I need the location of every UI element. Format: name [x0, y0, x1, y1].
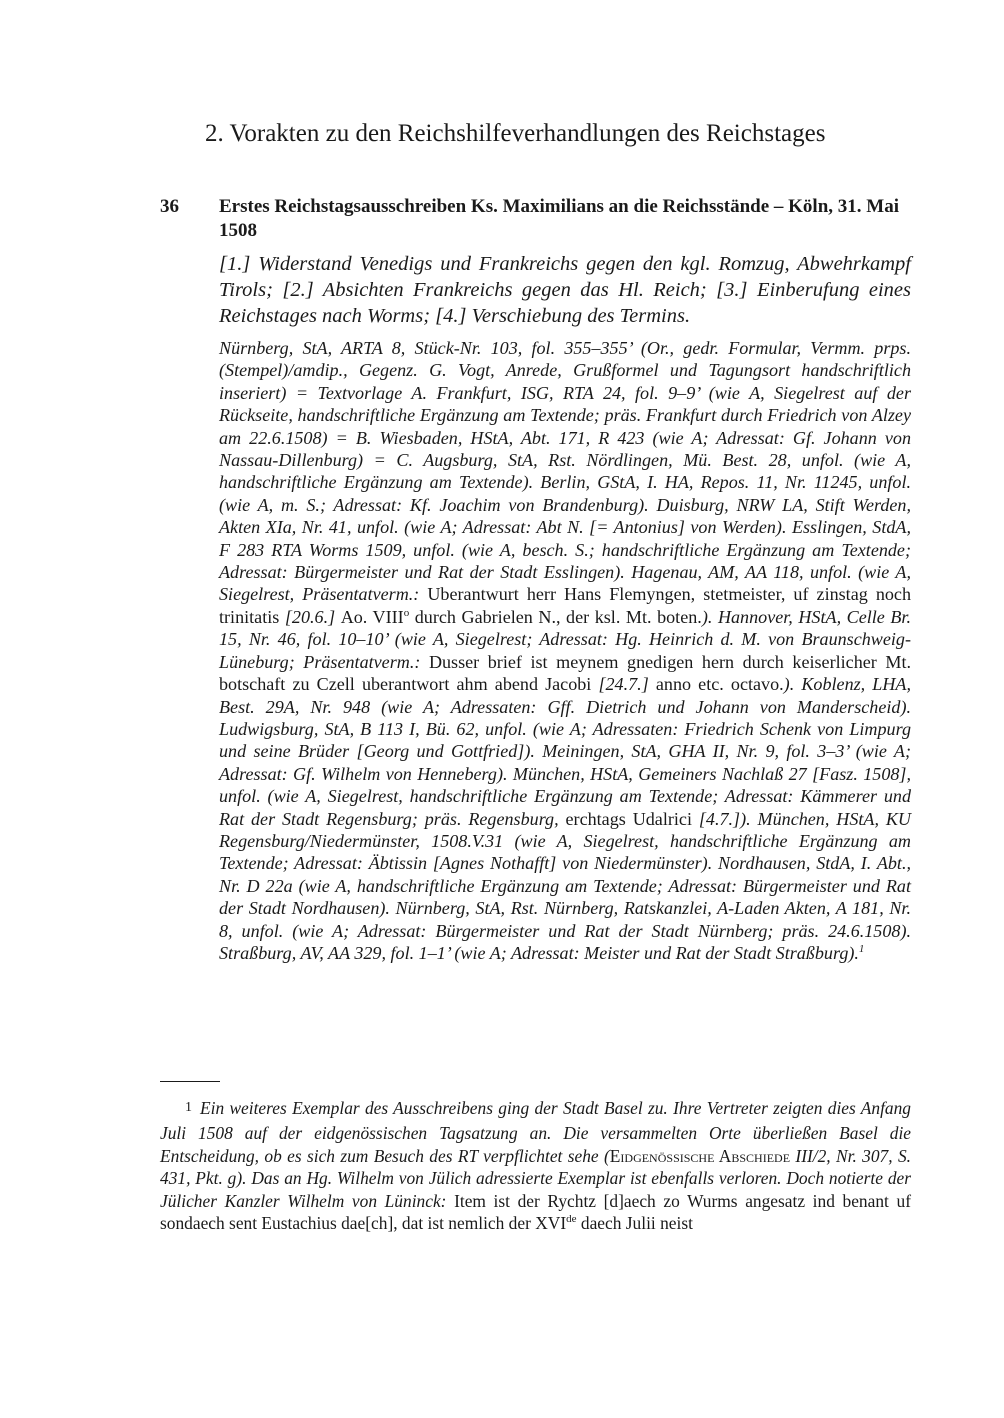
source-date: [24.7.] [598, 674, 649, 695]
footnote-reference[interactable]: 1 [858, 942, 865, 955]
document-number: 36 [160, 196, 179, 217]
superscript: o [403, 606, 410, 619]
source-quote: durch Gabrielen N., der ksl. Mt. boten. [409, 606, 702, 627]
footnote-citation: Eidgenössische Abschiede [609, 1145, 791, 1166]
source-apparatus [219, 337, 911, 964]
source-text: ). Koblenz, LHA, Best. 29A, Nr. 948 (wie A; Adressaten: Gff. Dietrich und Johann von Manderscheid). Ludwigsburg, StA, B 113 I, Bü. 62, unfol. (wie A; Adressaten: Friedrich Schenk von Limpurg und seine Brüder [Georg und Gottfried]). Meiningen, StA, GHA II, Nr. 9, fol. 3–3’ (wie A; Adressat: Gf. Wilhelm von Henneberg). München, HStA, Gemeiners Nachlaß 27 [Fasz. 1508], unfol. (wie A, Siegelrest, handschriftliche Ergänzung am Textende; Adressat: Kämmerer und Rat der Stadt Regensburg; präs. Regensburg, [219, 674, 912, 829]
source-quote: Uberantwurt herr Hans Flemyngen, stetmeister, uf zinstag noch trinitatis [219, 584, 911, 627]
document-title: Erstes Reichstagsausschreiben Ks. Maximilians an die Reichsstände – Köln, 31. Mai 1508 [219, 196, 899, 241]
source-quote: anno etc. octavo. [648, 674, 784, 695]
source-quote: erchtags Udalrici [558, 808, 699, 829]
footnote-mark: 1 [185, 1100, 192, 1115]
source-text: ). München, HStA, KU Regensburg/Niedermünster, 1508.V.31 (wie A, Siegelrest, handschriftliche Ergänzung am Textende; Adressat: Äbtissin [Agnes Nothafft] von Niedermünster). Nordhausen, StdA, I. Abt., Nr. D 22a (wie A, handschriftliche Ergänzung am Textende; Adressat: Bürgermeister und Rat der Stadt Nordhausen). Nürnberg, StA, Rst. Nürnberg, Ratskanzlei, A-Laden Akten, A 181, Nr. 8, unfol. (wie A; Adressat: Bürgermeister und Rat der Stadt Nürnberg; präs. 24.6.1508). Straßburg, AV, AA 329, fol. 1–1’ (wie A; Adressat: Meister und Rat der Stadt Straßburg). [219, 808, 911, 963]
footnote-quote: Item ist der Rychtz [d]aech zo Wurms angesatz ind benant uf sondaech sent Eustachius dae[ch], dat ist nemlich der XVI [160, 1190, 911, 1234]
source-date: [20.6.] [284, 606, 341, 627]
document-regest: [1.] Widerstand Venedigs und Frankreichs gegen den kgl. Romzug, Abwehrkampf Tirols; [2.] Absichten Frankreichs gegen das Hl. Reich; [3.] Einberufung eines Reichstages nach Worms; [4.] Verschiebung des Termins. [219, 253, 911, 327]
source-date: [4.7.] [698, 808, 741, 829]
footnote-text: Ein weiteres Exemplar des Ausschreibens ging der Stadt Basel zu. Ihre Vertreter zeigten dies Anfang Juli 1508 auf der eidgenössischen Tagsatzung an. Die versammelten Orte überließen Basel die Entscheidung, ob es sich zum Besuch des RT verpflichtet sehe ( [160, 1098, 911, 1166]
footnote-text: III/2, Nr. 307, S. 431, Pkt. g). Das an Hg. Wilhelm von Jülich adressierte Exemplar ist ebenfalls verloren. Doch notierte der Jülicher Kanzler Wilhelm von Lüninck: [160, 1145, 911, 1211]
source-quote: Ao. VIII [340, 606, 404, 627]
footnote [160, 1097, 911, 1234]
source-text: Nürnberg, StA, ARTA 8, Stück-Nr. 103, fol. 355–355’ (Or., gedr. Formular, Vermm. prps. (Stempel)/amdip., Gegenz. G. Vogt, Anrede, Grußformel und Tagungsort handschriftlich inseriert) = Textvorlage A. Frankfurt, ISG, RTA 24, fol. 9–9’ (wie A, Siegelrest auf der Rückseite, handschriftliche Ergänzung am Textende; präs. Frankfurt durch Friedrich von Alzey am 22.6.1508) = B. Wiesbaden, HStA, Abt. 171, R 423 (wie A; Adressat: Gf. Johann von Nassau-Dillenburg) = C. Augsburg, StA, Rst. Nördlingen, Mü. Best. 28, unfol. (wie A, handschriftliche Ergänzung am Textende). Berlin, GStA, I. HA, Repos. 11, Nr. 11245, unfol. (wie A, m. S.; Adressat: Kf. Joachim von Brandenburg). Duisburg, NRW LA, Stift Werden, Akten XIa, Nr. 41, unfol. (wie A; Adressat: Abt N. [= Antonius] von Werden). Esslingen, StdA, F 283 RTA Worms 1509, unfol. (wie A, besch. S.; handschriftliche Ergänzung am Textende; Adressat: Bürgermeister und Rat der Stadt Esslingen). Hagenau, AM, AA 118, unfol. (wie A, Siegelrest, Präsentatverm.: [219, 338, 911, 605]
source-quote: Dusser brief ist meynem gnedigen hern durch keiserlicher Mt. botschaft zu Czell uberantwort ahm abend Jacobi [219, 651, 911, 695]
footnote-quote: daech Julii neist [576, 1213, 693, 1234]
source-text: Hannover, HStA, Celle Br. 15, Nr. 46, fol. 10–10’ (wie A, Siegelrest; Adressat: Hg. Heinrich d. M. von Braunschweig-Lüneburg; Präsentatverm.: [219, 606, 911, 672]
page-heading: 2. Vorakten zu den Reichshilfeverhandlungen des Reichstages [205, 120, 826, 147]
source-text: ). [701, 606, 713, 627]
superscript: de [566, 1213, 577, 1226]
footnote-separator [160, 1081, 220, 1082]
